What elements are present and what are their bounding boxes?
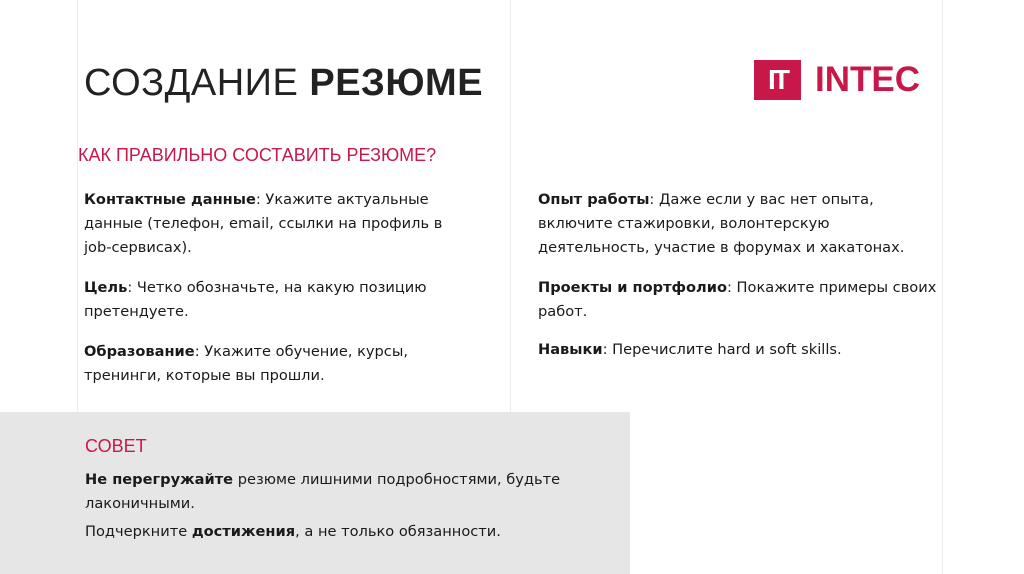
experience-item [538, 188, 938, 260]
title-bold: РЕЗЮМЕ [309, 62, 484, 104]
tip-line-2 [85, 520, 605, 544]
title-regular: СОЗДАНИЕ [84, 62, 310, 104]
logo-mark-icon: IT [754, 60, 801, 100]
tip-line-1 [85, 468, 595, 516]
item-text: : Укажите обучение, курсы, тренинги, которые вы прошли. [84, 343, 408, 384]
item-bold: Навыки [538, 341, 603, 358]
item-bold: Опыт работы [538, 191, 650, 208]
item-text: : Укажите актуальные данные (телефон, email, ссылки на профиль в job-сервисах). [84, 191, 443, 256]
projects-item [538, 276, 958, 324]
tip-title: СОВЕТ [85, 436, 147, 456]
item-text: Подчеркните [85, 523, 192, 540]
intec-logo [754, 60, 920, 100]
education-item [84, 340, 434, 388]
item-text: резюме лишними подробностями, будьте лаконичными. [85, 471, 561, 512]
skills-item [538, 338, 938, 362]
item-bold: Образование [84, 343, 195, 360]
item-bold: Контактные данные [84, 191, 256, 208]
item-bold: Цель [84, 279, 128, 296]
contacts-item [84, 188, 464, 260]
item-bold: Проекты и портфолио [538, 279, 727, 296]
logo-text: INTEC [815, 60, 920, 99]
subtitle: КАК ПРАВИЛЬНО СОСТАВИТЬ РЕЗЮМЕ? [78, 145, 437, 165]
item-text: : Перечислите hard и soft skills. [602, 341, 842, 358]
goal-item [84, 276, 464, 324]
item-text: : Четко обозначьте, на какую позицию претендуете. [84, 279, 427, 320]
item-text: , а не только обязанности. [295, 523, 501, 540]
item-bold: достижения [191, 523, 296, 540]
slide-title [84, 62, 483, 105]
item-bold: Не перегружайте [85, 471, 234, 488]
item-text: : Даже если у вас нет опыта, включите стажировки, волонтерскую деятельность, участие в форумах и хакатонах. [538, 191, 905, 256]
item-text: : Покажите примеры своих работ. [538, 279, 937, 320]
